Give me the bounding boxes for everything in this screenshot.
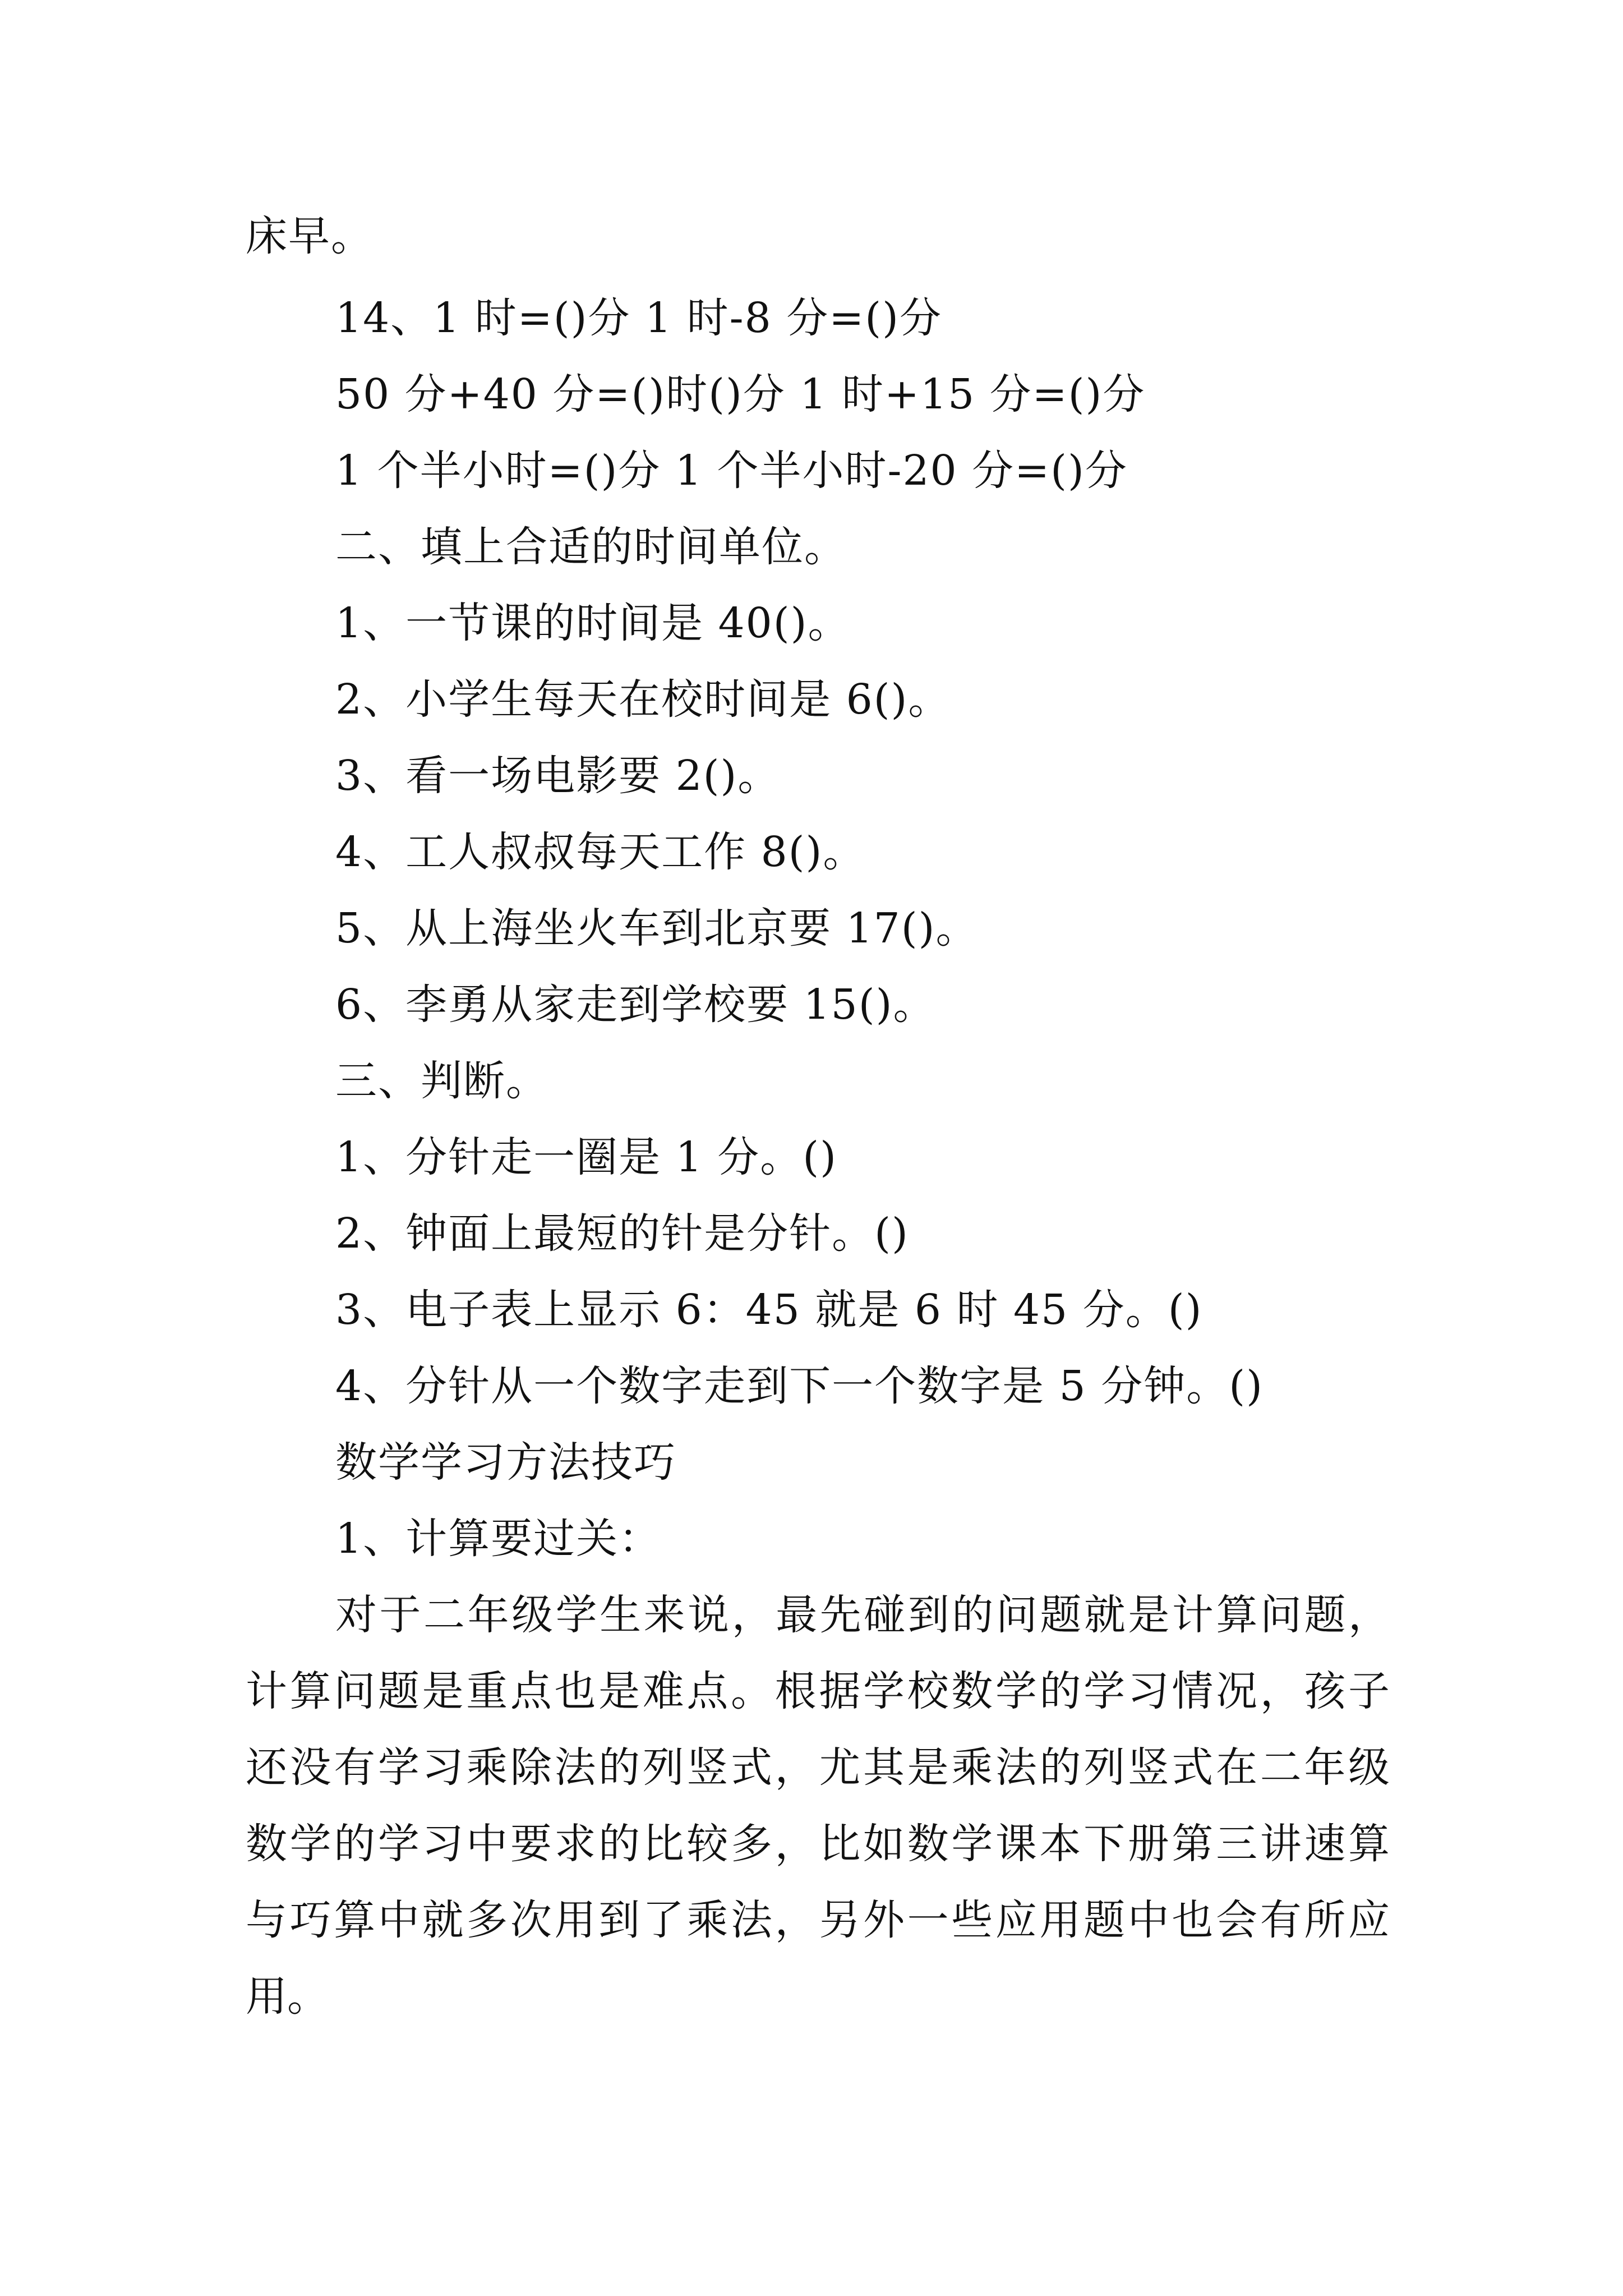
section-2-item-6: 6、李勇从家走到学校要 15()。 bbox=[335, 981, 936, 1029]
section-3-item-2: 2、钟面上最短的针是分针。() bbox=[335, 1209, 909, 1258]
text-line-bed-early: 床早。 bbox=[246, 212, 374, 260]
section-3-item-4: 4、分针从一个数字走到下一个数字是 5 分钟。() bbox=[335, 1362, 1264, 1410]
section-2-item-3: 3、看一场电影要 2()。 bbox=[335, 752, 781, 800]
study-tips-heading: 数学学习方法技巧 bbox=[335, 1438, 676, 1487]
section-2-item-4: 4、工人叔叔每天工作 8()。 bbox=[335, 828, 866, 876]
section-3-item-1: 1、分针走一圈是 1 分。() bbox=[335, 1133, 837, 1181]
paragraph-line-1: 对于二年级学生来说，最先碰到的问题就是计算问题， bbox=[335, 1591, 1390, 1639]
paragraph-line-3: 还没有学习乘除法的列竖式，尤其是乘法的列竖式在二年级 bbox=[246, 1743, 1390, 1792]
section-2-item-2: 2、小学生每天在校时间是 6()。 bbox=[335, 675, 951, 724]
section-2-heading: 二、填上合适的时间单位。 bbox=[335, 523, 847, 571]
paragraph-line-2: 计算问题是重点也是难点。根据学校数学的学习情况，孩子 bbox=[246, 1667, 1390, 1715]
section-3-item-3: 3、电子表上显示 6：45 就是 6 时 45 分。() bbox=[335, 1286, 1203, 1334]
paragraph-line-4: 数学的学习中要求的比较多，比如数学课本下册第三讲速算 bbox=[246, 1820, 1390, 1868]
paragraph-line-6: 用。 bbox=[246, 1972, 329, 2021]
tip-1-heading: 1、计算要过关： bbox=[335, 1515, 662, 1563]
question-14-line-3: 1 个半小时=()分 1 个半小时-20 分=()分 bbox=[335, 447, 1128, 495]
section-3-heading: 三、判断。 bbox=[335, 1057, 548, 1105]
question-14-line-1: 14、1 时=()分 1 时-8 分=()分 bbox=[335, 294, 942, 342]
section-2-item-5: 5、从上海坐火车到北京要 17()。 bbox=[335, 904, 979, 953]
paragraph-line-5: 与巧算中就多次用到了乘法，另外一些应用题中也会有所应 bbox=[246, 1896, 1390, 1944]
question-14-line-2: 50 分+40 分=()时()分 1 时+15 分=()分 bbox=[335, 370, 1146, 418]
section-2-item-1: 1、一节课的时间是 40()。 bbox=[335, 599, 851, 647]
